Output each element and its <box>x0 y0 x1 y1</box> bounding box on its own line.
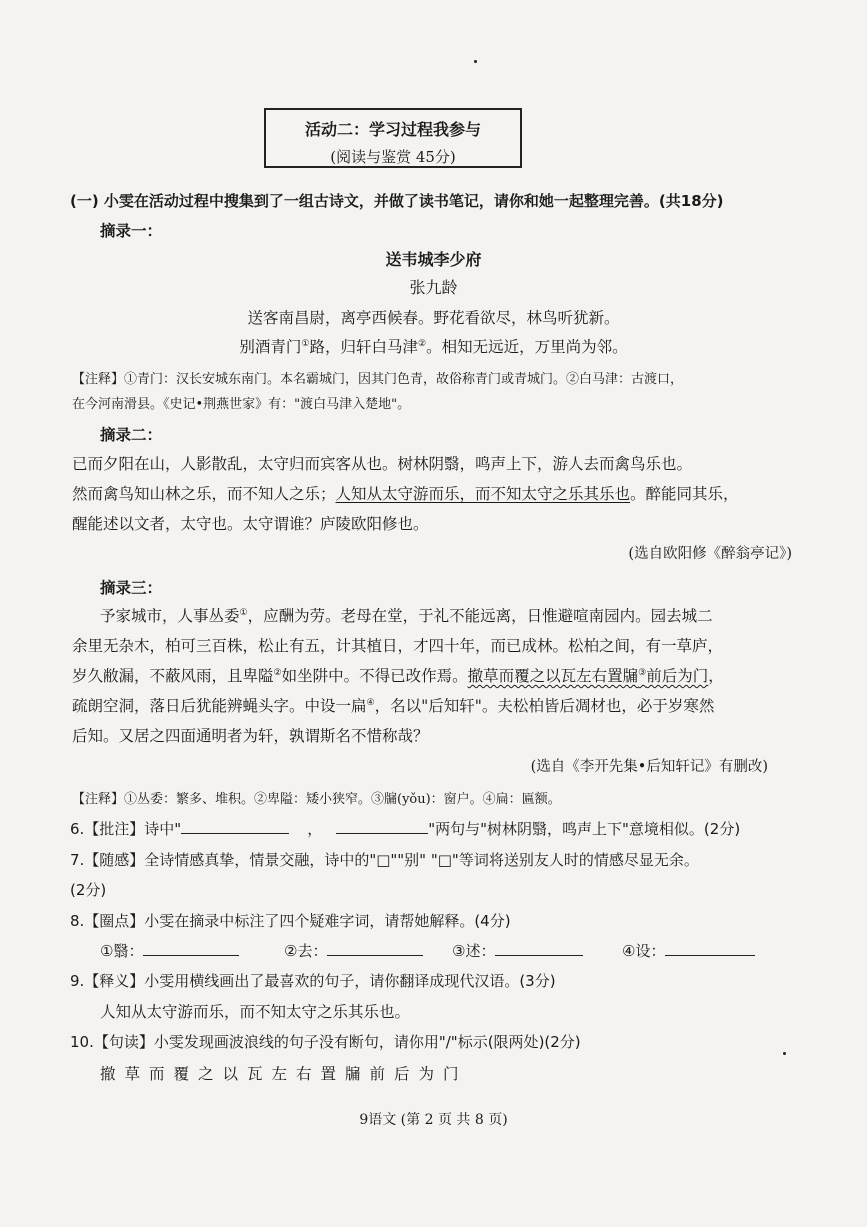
wavy-sentence <box>468 667 709 685</box>
excerpt1-label: 摘录一： <box>100 222 163 240</box>
answer-blank[interactable] <box>336 819 428 834</box>
excerpt2-para-1: 已而夕阳在山，人影散乱，太守归而宾客从也。树林阴翳，鸣声上下，游人去而禽鸟乐也。 <box>72 455 693 473</box>
poem-line-1: 送客南昌尉，离亭西候春。野花看欲尽，林鸟听犹新。 <box>247 309 620 327</box>
question-6 <box>70 818 740 839</box>
question-9-line-2: 人知从太守游而乐，而不知太守之乐其乐也。 <box>100 1003 411 1021</box>
activity-title: 活动二：学习过程我参与 <box>304 120 481 139</box>
excerpt2-source: (选自欧阳修《醉翁亭记》) <box>628 546 792 562</box>
section-intro: (一) 小雯在活动过程中搜集到了一组古诗文，并做了读书笔记，请你和她一起整理完善。(共18分) <box>70 192 724 210</box>
footnote-marker: ② <box>418 338 427 349</box>
footnote-marker: ② <box>273 667 282 678</box>
excerpt3-para-5: 后知。又居之四面通明者为轩，孰谓斯名不惜称哉？ <box>72 727 429 745</box>
text-part: 如坐阱中。不得已改作焉。 <box>281 667 468 685</box>
excerpt3-source: (选自《李开先集•后知轩记》有删改) <box>530 759 768 775</box>
excerpt1-note-line-2: 在今河南滑县。《史记•荆燕世家》有："渡白马津入楚地"。 <box>72 397 411 412</box>
answer-blank[interactable] <box>143 941 239 956</box>
activity-title-box <box>264 108 522 168</box>
poem-line-2 <box>0 335 867 357</box>
excerpt2-para-2 <box>72 482 739 504</box>
question-8-item-3 <box>452 940 583 961</box>
page-footer: 9语文 (第 2 页 共 8 页) <box>359 1112 508 1128</box>
answer-blank[interactable] <box>665 941 755 956</box>
text-part: 然而禽鸟知山林之乐，而不知人之乐； <box>72 485 336 503</box>
excerpt3-para-4 <box>72 694 714 716</box>
text-part: ，应酬为劳。老母在堂，于礼不能远离，日惟避喧南园内。园去城二 <box>247 607 713 625</box>
text-part: 撤草而覆之以瓦左右置牖 <box>467 667 639 685</box>
text-part: 。醉能同其乐， <box>630 485 739 503</box>
poem-line-2-part: 别酒青门 <box>239 338 302 356</box>
text-part: ，名以"后知轩"。夫松柏皆后凋材也，必于岁寒然 <box>374 697 715 715</box>
question-10-line-1: 10.【句读】小雯发现画波浪线的句子没有断句，请你用"/"标示(限两处)(2分) <box>70 1033 581 1051</box>
question-10-line-2: 撤草而覆之以瓦左右置牖前后为门 <box>100 1065 468 1083</box>
speck-mark <box>783 1052 786 1055</box>
question-9-line-1: 9.【释义】小雯用横线画出了最喜欢的句子，请你翻译成现代汉语。(3分) <box>70 972 556 990</box>
excerpt1-note-line-1: 【注释】①青门：汉长安城东南门。本名霸城门，因其门色青，故俗称青门或青城门。②白马津：古渡口， <box>72 372 684 387</box>
excerpt3-para-2: 余里无杂木，柏可三百株，松止有五，计其植日，才四十年，而已成林。松柏之间，有一草庐， <box>72 637 724 655</box>
poem-title: 送韦城李少府 <box>385 250 482 269</box>
footnote-marker: ④ <box>366 697 375 708</box>
question-text: "两句与"树林阴翳，鸣声上下"意境相似。(2分) <box>428 820 741 838</box>
question-8-item-1 <box>100 940 239 961</box>
answer-blank[interactable] <box>181 819 289 834</box>
question-text: 6.【批注】诗中" <box>70 820 182 838</box>
item-label: ④设： <box>622 942 666 960</box>
question-text: ， <box>307 820 323 838</box>
item-label: ③述： <box>452 942 496 960</box>
speck-mark <box>474 60 477 63</box>
question-7-line-1: 7.【随感】全诗情感真挚，情景交融，诗中的"□""别" "□"等词将送别友人时的情感尽显无余。 <box>70 851 699 869</box>
underlined-sentence: 人知从太守游而乐，而不知太守之乐其乐也 <box>335 485 631 503</box>
text-part: 前后为门 <box>646 667 709 685</box>
answer-blank[interactable] <box>327 941 423 956</box>
text-part: 岁久敝漏，不蔽风雨，且卑隘 <box>72 667 274 685</box>
footnote-marker: ① <box>301 338 310 349</box>
text-part: 予家城市，人事丛委 <box>100 607 240 625</box>
poem-author: 张九龄 <box>409 278 458 297</box>
item-label: ②去： <box>284 942 328 960</box>
answer-blank[interactable] <box>495 941 583 956</box>
item-label: ①翳： <box>100 942 144 960</box>
question-8-item-4 <box>622 940 755 961</box>
excerpt3-para-3 <box>72 664 724 686</box>
activity-subtitle: (阅读与鉴赏 45分) <box>330 148 456 166</box>
text-part: ， <box>708 667 724 685</box>
text-part: 疏朗空洞，落日后犹能辨蝇头字。中设一扁 <box>72 697 367 715</box>
question-7-line-2: (2分) <box>70 881 107 899</box>
excerpt2-para-3: 醒能述以文者，太守也。太守谓谁？庐陵欧阳修也。 <box>72 515 429 533</box>
excerpt3-para-1 <box>100 604 713 626</box>
excerpt2-label: 摘录二： <box>100 426 163 444</box>
poem-line-2-part: 。相知无远近，万里尚为邻。 <box>426 338 628 356</box>
excerpt3-note: 【注释】①丛委：繁多、堆积。②卑隘：矮小狭窄。③牖(yǒu)：窗户。④扁：匾额。 <box>72 792 561 807</box>
question-8-line-1: 8.【圈点】小雯在摘录中标注了四个疑难字词，请帮她解释。(4分) <box>70 912 511 930</box>
footnote-marker: ③ <box>638 667 647 678</box>
excerpt3-label: 摘录三： <box>100 579 163 597</box>
question-8-item-2 <box>284 940 423 961</box>
footnote-marker: ① <box>239 607 248 618</box>
poem-line-2-part: 路，归轩白马津 <box>309 338 418 356</box>
